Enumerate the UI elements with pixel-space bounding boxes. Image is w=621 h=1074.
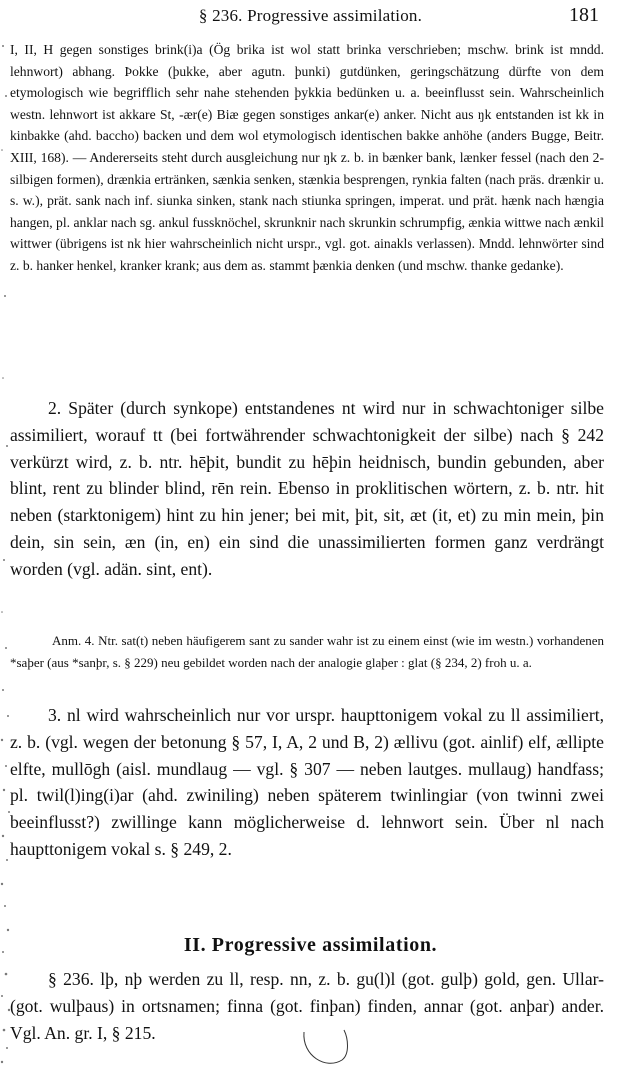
paragraph-2: 2. Später (durch synkope) entstandenes nt wird nur in schwachtoniger silbe assimiliert, worauf tt (bei fortwährender schwachtonigkeit der silbe) nach § 242 verkürzt wird, z. b. ntr. hēþit, bundit zu hēþin heidnisch, bundin gebunden, aber blint, rent zu blinder blind, rēn rein. Ebenso in proklitischen wörtern, z. b. ntr. hit neben (starktonigem) hint zu hin jener; bei mit, þit, sit, æt (it, et) zu min mein, þin dein, sin sein, æn (in, en) ein sind die unassimilierten formen ganz verdrängt worden (vgl. adän. sint, ent). bbox=[10, 398, 604, 579]
section-heading: II. Progressive assimilation. bbox=[183, 934, 438, 956]
pencil-circle-icon bbox=[300, 1026, 380, 1070]
running-head bbox=[0, 4, 621, 30]
annotation-4: Anm. 4. Ntr. sat(t) neben häufigerem sant zu sander wahr ist zu einem einst (wie im westn.) vorhandenen *saþer (aus *sanþr, s. § 229) neu gebildet worden nach der analogie glaþer : glat (§ 234, 2) froh u. a. bbox=[10, 633, 604, 670]
running-head-title: § 236. Progressive assimilation. bbox=[198, 6, 423, 25]
paragraph-236: § 236. lþ, nþ werden zu ll, resp. nn, z. b. gu(l)l (got. gulþ) gold, gen. Ullar- (got. wulþaus) in ortsnamen; finna (got. finþan) finden, annar (got. anþar) ander. Vgl. An. gr. I, § 215. bbox=[10, 969, 604, 1043]
paragraph-3: 3. nl wird wahrscheinlich nur vor urspr. haupttonigem vokal zu ll assimiliert, z. b. (vgl. wegen der betonung § 57, I, A, 2 und B, 2) ællivu (got. ainlif) elf, ællipte elfte, mullōgh (aisl. mundlaug — vgl. § 307 — neben lautges. mullaug) handfass; pl. twil(l)ing(i)ar (ahd. zwiniling) neben späterem twinlingiar (von twinni zwei beeinflusst?) zwillinge kann möglicherweise d. lehnwort sein. Über nl nach haupttonigem vokal s. § 249, 2. bbox=[10, 705, 604, 859]
page-number: 181 bbox=[569, 4, 599, 26]
pencil-circle-mark bbox=[300, 1026, 380, 1070]
paragraph-continued: I, II, H gegen sonstiges brink(i)a (Ög brika ist wol statt brinka verschrieben; mschw. brink ist mndd. lehnwort) abhang. Þokke (þukke, aber agutn. þunki) gutdünken, geringschätzung dürfte von dem etymologisch wie begrifflich sehr nahe stehenden þykkia bedünken u. a. beeinflusst sein. Wahrscheinlich westn. lehnwort ist akkare St, -ær(e) Biæ gegen sonstiges ankar(e) anker. Nicht aus ŋk entstanden ist kk in kinbakke (ahd. baccho) backen und dem wol etymologisch identischen bakke anhöhe (anders Bugge, Beitr. XIII, 168). — Andererseits steht durch ausgleichung nur ŋk z. b. in bænker bank, lænker fessel (nach den 2-silbigen formen), drænkia ertränken, sænkia senken, stænkia besprengen, rynkia falten (nach präs. drænkir u. s. w.), prät. sank nach inf. siunka sinken, stank nach stiunka springen, imperat. und prät. hænk nach hængia hangen, pl. anklar nach sg. ankul fussknöchel, skrunknir nach skrunkin schrumpfig, ænkia wittwe nach ænkil wittwer (übrigens ist nk hier wahrscheinlich nicht urspr., vgl. got. ainakls verlassen). Mndd. lehnwörter sind z. b. hanker henkel, kranker krank; aus dem as. stammt þænkia denken (und mschw. thanke gedanke). bbox=[10, 42, 604, 273]
